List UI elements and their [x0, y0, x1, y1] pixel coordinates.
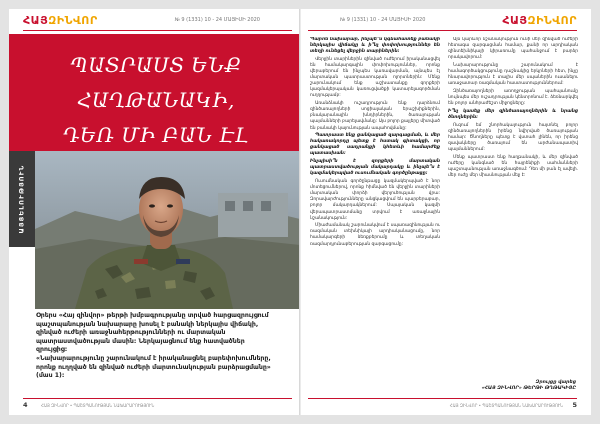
issue-info-right: № 9 (1331) 10 - 24 ՄԱՅԻՍԻ 2020 [340, 17, 426, 23]
text-column-2 [448, 37, 578, 392]
section-tab [9, 151, 35, 247]
logo-accent-text: ԶԻՆՎՈՐ [48, 14, 98, 27]
footer-rule-left [23, 398, 292, 399]
page-gutter [299, 9, 301, 415]
title-line-2: ԴԵՌ ՄԻ ԲԱՆ ԷԼ [62, 123, 250, 147]
article-paragraph: Ուսումնական գործընթացը կազմակերպված է նոր մոտեցումներով, որոնք հիմնված են վերջին տարիների մարտական փորձի վերլուծության վրա: Զորավարժությունները անցկացվում են պարբերաբար, բոլոր մակարդակներում: Սպայական կազմի վերապատրաստմանը տրվում է առաջնային նշանակություն: [310, 179, 440, 221]
footer-text-right: ՀԱՅ ԶԻՆՎՈՐ • ՊԱՇՏՊԱՆՈՒԹՅԱՆ ՆԱԽԱՐԱՐՈՒԹՅՈՒՆ [449, 403, 563, 408]
article-paragraph: Վերջին տարիներին զինված ուժերում իրականացվել են համակարգային փոփոխություններ, որոնք վերաբերում են ինչպես կառավարման, այնպես էլ մարտական պատրաստության ոլորտներին: Մենք շարունակում ենք աշխատանքը զորքերի կազմակերպական կառուցվածքի կատարելագործման ուղղությամբ: [310, 56, 440, 99]
article-paragraph: Զինծառայողների առողջության պահպանումը նույնպես մեր ուշադրության կենտրոնում է. ձեռնարկվել են բոլոր անհրաժեշտ միջոցները: [448, 88, 578, 107]
interview-question: Պարոն նախարար, ինչպե՞ս կգնահատեք բանակի ներկայիս վիճակը և ի՞նչ փոփոխություններ են տեղի ունեցել վերջին տարիներին: [310, 37, 440, 55]
interview-photo [35, 151, 300, 309]
article-signoff [472, 380, 576, 392]
text-column-1 [310, 37, 440, 389]
footer-rule-right [308, 398, 577, 399]
left-page [9, 9, 300, 415]
pull-statement: Պատրաստ ենք ցանկացած զարգացման, և մեր հակառակորդը պետք է հստակ գիտակցի, որ ցանկացած սադրանքի կհետևի համարժեք պատասխան: [310, 133, 440, 157]
section-tab-label: ԱՅՑԵԼՈՒԹՅՈՒՆ [18, 164, 26, 234]
masthead-logo-left [23, 14, 98, 27]
logo-main-text: ՀԱՅ [23, 14, 49, 27]
interview-question: Ինչպիսի՞ն է զորքերի մարտական պատրաստվածության մակարդակը և ինչպե՞ս է կազմակերպված ուսումնական գործընթացը: [310, 159, 440, 177]
article-paragraph: Մենք պատրաստ ենք հաղթանակի, և մեր զինված ուժերը կանգնած են հայրենիքի սահմանների պաշտպանության առաջնագծում: Դեռ մի բան էլ ավելի. մեր ուժը մեր միասնության մեջ է: [448, 154, 578, 178]
article-paragraph: Նախարարությունը շարունակում է համագործակցությունը դաշնակից երկրների հետ, ինչը հնարավորություն է տալիս մեր սպաներին ուսանելու առաջատար ռազմական հաստատություններում: [448, 62, 578, 87]
title-block [9, 34, 300, 151]
caption-intro: Օրերս «Հայ զինվոր» թերթի խմբագրությանը տրված հարցազրույցում պաշտպանության նախարարը խոսել է բանակի ներկայիս վիճակի, զինված ուժերի առաջնահերթությունների ու մարտական պատրաստվածության մասին: Ներկայացնում ենք հատվածներ զրույցից: [36, 312, 269, 354]
magazine-spread [9, 9, 591, 415]
photo-caption [36, 312, 276, 381]
page-number-right: 5 [572, 401, 577, 409]
article-paragraph: Ուզում եմ շնորհակալություն հայտնել բոլոր զինծառայողներին իրենց նվիրված ծառայության համար: Ծնողները պետք է վստահ լինեն, որ իրենց զավակները ծառայում են արժանապատիվ պայմաններում: [448, 122, 578, 152]
logo-accent-text: ԶԻՆՎՈՐ [527, 14, 577, 27]
article-paragraph: Այն կարևոր նշանակություն ունի մեր զինված ուժերի հետագա զարգացման համար, քանի որ արդիական զինտեխնիկայի կիրառումը պահանջում է բարձր որակավորում: [448, 37, 578, 61]
article-paragraph: Առանձնակի ուշադրություն ենք դարձնում զինծառայողների սոցիալական երաշխիքներին, բնակարանային խնդիրներին, ծառայության պայմանների բարելավմանը: Այս բոլոր քայլերը միտված են բանակի կայունության ապահովմանը: [310, 101, 440, 131]
issue-info-left: № 9 (1331) 10 - 24 ՄԱՅԻՍԻ 2020 [174, 17, 260, 23]
logo-main-text: ՀԱՅ [502, 14, 528, 27]
signoff-line-2: «ՀԱՅ ԶԻՆՎՈՐ» ԹԵՐԹԻ ԹՂԹԱԿԻՑԸ [481, 386, 576, 392]
right-page [300, 9, 591, 415]
header-rule-left [23, 30, 292, 31]
page-number-left: 4 [23, 401, 28, 409]
footer-text-left: ՀԱՅ ԶԻՆՎՈՐ • ՊԱՇՏՊԱՆՈՒԹՅԱՆ ՆԱԽԱՐԱՐՈՒԹՅՈՒՆ [41, 403, 155, 408]
caption-quote: «Նախարարությունը շարունակում է իրականացնել բարեփոխումները, որոնք ուղղված են զինված ուժերի մարտունակության բարձրացմանը» (մաս 1): [36, 354, 271, 380]
header-rule-right [308, 30, 577, 31]
title-line-1: ՊԱՏՐԱՍՏ ԵՆՔ ՀԱՂԹԱՆԱԿԻ, [70, 53, 242, 112]
masthead-logo-right [502, 14, 577, 27]
officer-portrait-illustration [35, 151, 300, 309]
article-paragraph: Միաժամանակ շարունակվում է սպառազինության ու ռազմական տեխնիկայի արդիականացումը, նոր համակարգերի ձեռքբերումը և տեղական ռազմարդյունաբերության զարգացումը: [310, 223, 440, 247]
signoff-line-1: Զրույցը վարեց [535, 380, 576, 385]
interview-question: Ի՞նչ կասեք մեր զինծառայողներին և նրանց ծնողներին: [448, 108, 578, 120]
